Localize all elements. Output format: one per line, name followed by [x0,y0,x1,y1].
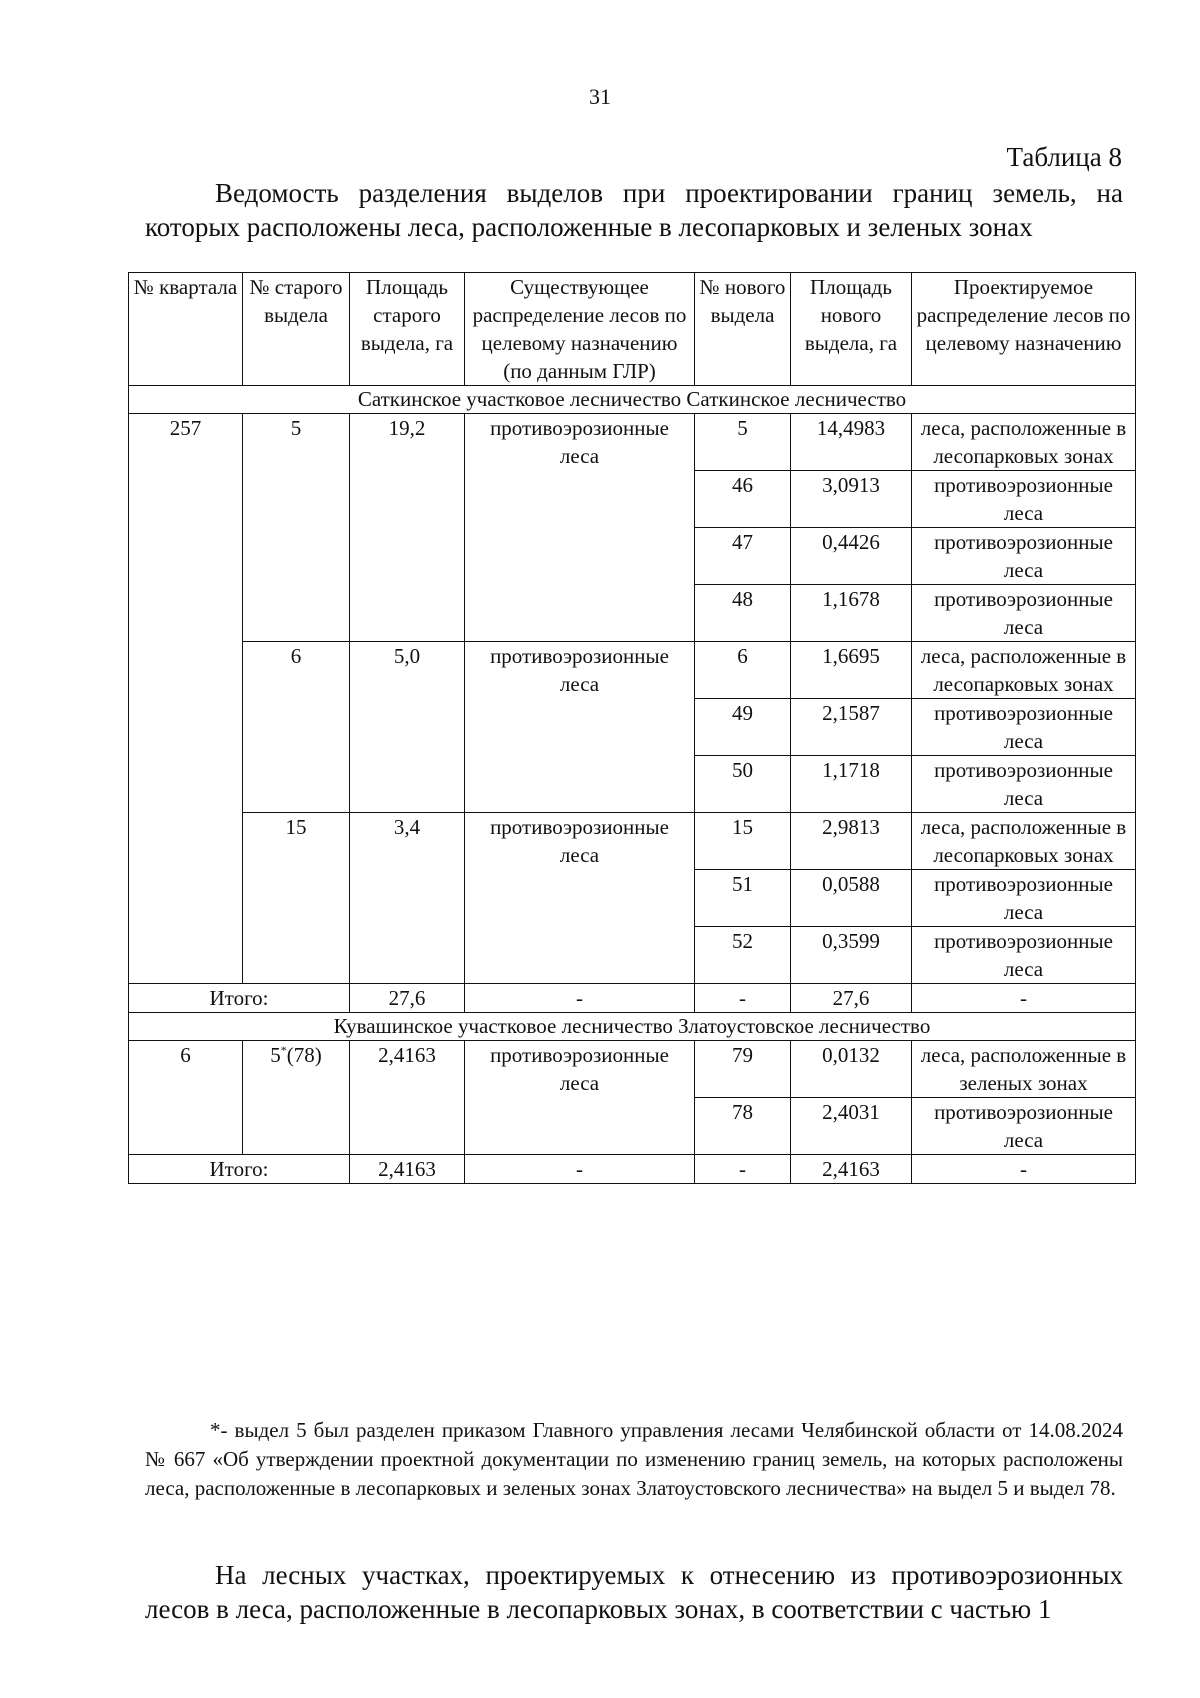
new-vydel-cell: 15 [695,813,791,870]
new-area-cell: 1,1718 [791,756,912,813]
old-vydel-number: 5 [270,1043,281,1067]
table-row [129,813,1136,870]
total-old-area: 2,4163 [350,1155,465,1184]
new-vydel-cell: 6 [695,642,791,699]
existing-cell: противоэрозионные леса [465,813,695,984]
existing-cell: противоэрозионные леса [465,414,695,642]
projected-cell: леса, расположенные в зеленых зонах [912,1041,1136,1098]
new-vydel-cell: 79 [695,1041,791,1098]
projected-cell: леса, расположенные в лесопарковых зонах [912,642,1136,699]
old-vydel-suffix: (78) [286,1043,322,1067]
projected-cell: леса, расположенные в лесопарковых зонах [912,813,1136,870]
header-old-vydel: № старого выдела [243,273,350,386]
division-table [128,272,1136,1184]
old-area-cell: 3,4 [350,813,465,984]
existing-cell: противоэрозионные леса [465,1041,695,1155]
kvartal-cell: 257 [129,414,243,984]
section-title: Саткинское участковое лесничество Саткинское лесничество [129,386,1136,414]
total-new-area: 27,6 [791,984,912,1013]
section-row [129,1013,1136,1041]
total-label: Итого: [129,1155,350,1184]
projected-cell: леса, расположенные в лесопарковых зонах [912,414,1136,471]
existing-cell: противоэрозионные леса [465,642,695,813]
projected-cell: противоэрозионные леса [912,870,1136,927]
new-area-cell: 2,1587 [791,699,912,756]
header-existing: Существующее распределение лесов по целевому назначению (по данным ГЛР) [465,273,695,386]
total-new-area: 2,4163 [791,1155,912,1184]
kvartal-cell: 6 [129,1041,243,1155]
old-area-cell: 19,2 [350,414,465,642]
new-area-cell: 2,4031 [791,1098,912,1155]
total-new-vydel: - [695,1155,791,1184]
old-area-cell: 5,0 [350,642,465,813]
projected-cell: противоэрозионные леса [912,927,1136,984]
old-vydel-cell [243,1041,350,1155]
header-new-vydel: № нового выдела [695,273,791,386]
projected-cell: противоэрозионные леса [912,699,1136,756]
projected-cell: противоэрозионные леса [912,471,1136,528]
table-label: Таблица 8 [1006,142,1122,172]
projected-cell: противоэрозионные леса [912,585,1136,642]
total-row [129,1155,1136,1184]
new-vydel-cell: 48 [695,585,791,642]
projected-cell: противоэрозионные леса [912,756,1136,813]
projected-cell: противоэрозионные леса [912,528,1136,585]
new-area-cell: 0,0588 [791,870,912,927]
old-vydel-cell: 5 [243,414,350,642]
new-area-cell: 0,3599 [791,927,912,984]
new-vydel-cell: 5 [695,414,791,471]
table-title: Ведомость разделения выделов при проектировании границ земель, на которых расположены леса, расположенные в лесопарковых и зеленых зонах [145,178,1123,242]
header-new-area: Площадь нового выдела, га [791,273,912,386]
new-vydel-cell: 50 [695,756,791,813]
old-vydel-cell: 6 [243,642,350,813]
total-projected: - [912,1155,1136,1184]
total-existing: - [465,984,695,1013]
new-area-cell: 3,0913 [791,471,912,528]
header-row [129,273,1136,386]
new-area-cell: 2,9813 [791,813,912,870]
total-label: Итого: [129,984,350,1013]
new-vydel-cell: 47 [695,528,791,585]
table-row [129,642,1136,699]
header-kvartal: № квартала [129,273,243,386]
new-vydel-cell: 78 [695,1098,791,1155]
new-vydel-cell: 49 [695,699,791,756]
footnote: *- выдел 5 был разделен приказом Главного управления лесами Челябинской области от 14.08.2024 № 667 «Об утверждении проектной документации по изменению границ земель, на которых расположены леса, расположенные в лесопарковых и зеленых зонах Златоустовского лесничества» на выдел 5 и выдел 78. [145,1418,1123,1500]
new-area-cell: 0,0132 [791,1041,912,1098]
new-vydel-cell: 52 [695,927,791,984]
new-area-cell: 1,1678 [791,585,912,642]
total-row [129,984,1136,1013]
new-area-cell: 14,4983 [791,414,912,471]
header-old-area: Площадь старого выдела, га [350,273,465,386]
footnote-mark: * [280,1043,287,1057]
table-row [129,414,1136,471]
total-new-vydel: - [695,984,791,1013]
section-row [129,386,1136,414]
old-vydel-cell: 15 [243,813,350,984]
projected-cell: противоэрозионные леса [912,1098,1136,1155]
body-paragraph: На лесных участках, проектируемых к отнесению из противоэрозионных лесов в леса, расположенные в лесопарковых зонах, в соответствии с частью 1 [145,1560,1123,1624]
total-old-area: 27,6 [350,984,465,1013]
total-existing: - [465,1155,695,1184]
section-title: Кувашинское участковое лесничество Златоустовское лесничество [129,1013,1136,1041]
new-area-cell: 0,4426 [791,528,912,585]
page-number: 31 [589,84,611,109]
new-area-cell: 1,6695 [791,642,912,699]
new-vydel-cell: 51 [695,870,791,927]
total-projected: - [912,984,1136,1013]
old-area-cell: 2,4163 [350,1041,465,1155]
header-projected: Проектируемое распределение лесов по целевому назначению [912,273,1136,386]
new-vydel-cell: 46 [695,471,791,528]
table-row [129,1041,1136,1098]
